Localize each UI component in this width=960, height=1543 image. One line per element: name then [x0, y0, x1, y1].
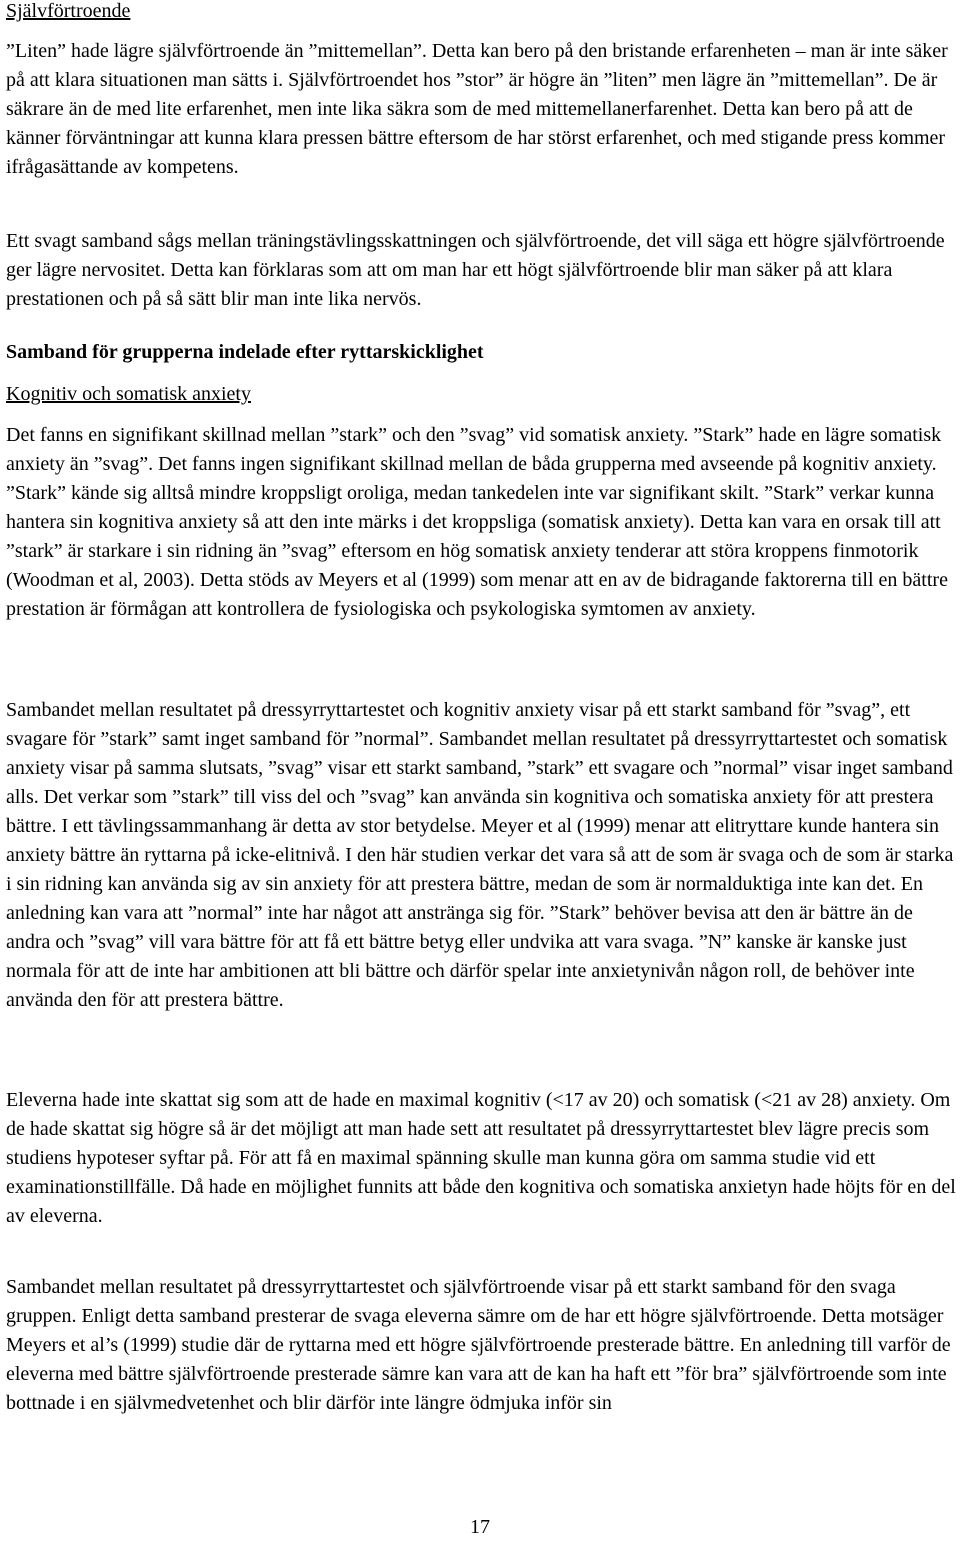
section-heading-bold: Samband för grupperna indelade efter ryttarskicklighet	[6, 341, 484, 363]
subsection-heading: Kognitiv och somatisk anxiety	[6, 383, 251, 405]
paragraph-text: Det fanns en signifikant skillnad mellan ”stark” och den ”svag” vid somatisk anxiety. ”Stark” hade en lägre somatisk anxiety än ”svag”. Det fanns ingen signifikant skillnad mellan de båda grupperna med avseende på kognitiv anxiety. ”Stark” kände sig alltså mindre kroppsligt oroliga, medan tankedelen inte var signifikant skilt. ”Stark” verkar kunna hantera sin kognitiva anxiety så att den inte märks i det kroppsliga (somatisk anxiety). Detta kan vara en orsak till att ”stark” är starkare i sin ridning än ”svag” eftersom en hög somatisk anxiety tenderar att störa kroppens finmotorik (Woodman et al, 2003). Detta stöds av Meyers et al (1999) som menar att en av de bidragande faktorerna till en bättre prestation är förmågan att kontrollera de fysiologiska och psykologiska symtomen av anxiety.	[6, 424, 948, 620]
paragraph-text: ”Liten” hade lägre självförtroende än ”mittemellan”. Detta kan bero på den bristande erfarenheten – man är inte säker på att klara situationen man sätts i. Självförtroendet hos ”stor” är högre än ”liten” men lägre än ”mittemellan”. De är säkrare än de med lite erfarenhet, men inte lika säkra som de med mittemellanerfarenhet. Detta kan bero på att de känner förväntningar att kunna klara pressen bättre eftersom de har störst erfarenhet, och med stigande press kommer ifrågasättande av kompetens.	[6, 40, 948, 178]
page-number: 17	[470, 1516, 490, 1538]
paragraph-text: Sambandet mellan resultatet på dressyrryttartestet och självförtroende visar på ett starkt samband för den svaga gruppen. Enligt detta samband presterar de svaga eleverna sämre om de har ett högre självförtroende. Detta motsäger Meyers et al’s (1999) studie där de ryttarna med ett högre självförtroende presterade bättre. En anledning till varför de eleverna med bättre självförtroende presterade sämre kan vara att de kan ha haft ett ”för bra” självförtroende som inte bottnade i en självmedvetenhet och blir därför inte längre ödmjuka inför sin	[6, 1276, 951, 1414]
paragraph-3	[6, 421, 956, 624]
paragraph-text: Sambandet mellan resultatet på dressyrryttartestet och kognitiv anxiety visar på ett starkt samband för ”svag”, ett svagare för ”stark” samt inget samband för ”normal”. Sambandet mellan resultatet på dressyrryttartestet och somatisk anxiety visar på samma slutsats, ”svag” visar ett starkt samband, ”stark” ett svagare och ”normal” visar inget samband alls. Det verkar som ”stark” till viss del och ”svag” kan använda sin kognitiva och somatiska anxiety för att prestera bättre. I ett tävlingssammanhang är detta av stor betydelse. Meyer et al (1999) menar att elitryttare kunde hantera sin anxiety bättre än ryttarna på icke-elitnivå. I den här studien verkar det vara så att de som är svaga och de som är starka i sin ridning kan använda sig av sin anxiety för att prestera bättre, medan de som är normalduktiga inte kan det. En anledning kan vara att ”normal” inte har något att anstränga sig för. ”Stark” behöver bevisa att den är bättre än de andra och ”svag” vill vara bättre för att få ett bättre betyg eller undvika att vara svaga. ”N” kanske är kanske just normala för att de inte har ambitionen att bli bättre och därför spelar inte anxietynivån någon roll, de behöver inte använda den för att prestera bättre.	[6, 699, 954, 1011]
paragraph-text: Eleverna hade inte skattat sig som att de hade en maximal kognitiv (<17 av 20) och somatisk (<21 av 28) anxiety. Om de hade skattat sig högre så är det möjligt att man hade sett att resultatet på dressyrryttartestet blev lägre precis som studiens hypoteser syftar på. För att få en maximal spänning skulle man kunna göra om samma studie vid ett examinationstillfälle. Då hade en möjlighet funnits att både den kognitiva och somatiska anxietyn hade höjts för en del av eleverna.	[6, 1089, 956, 1227]
paragraph-2	[6, 227, 956, 314]
section-heading: Självförtroende	[6, 0, 131, 22]
paragraph-4	[6, 696, 956, 1015]
paragraph-text: Ett svagt samband sågs mellan träningstävlingsskattningen och självförtroende, det vill säga ett högre självförtroende ger lägre nervositet. Detta kan förklaras som att om man har ett högt självförtroende blir man säker på att klara prestationen och på så sätt blir man inte lika nervös.	[6, 230, 945, 310]
paragraph-1	[6, 37, 956, 182]
paragraph-6	[6, 1273, 956, 1418]
paragraph-5	[6, 1086, 956, 1231]
